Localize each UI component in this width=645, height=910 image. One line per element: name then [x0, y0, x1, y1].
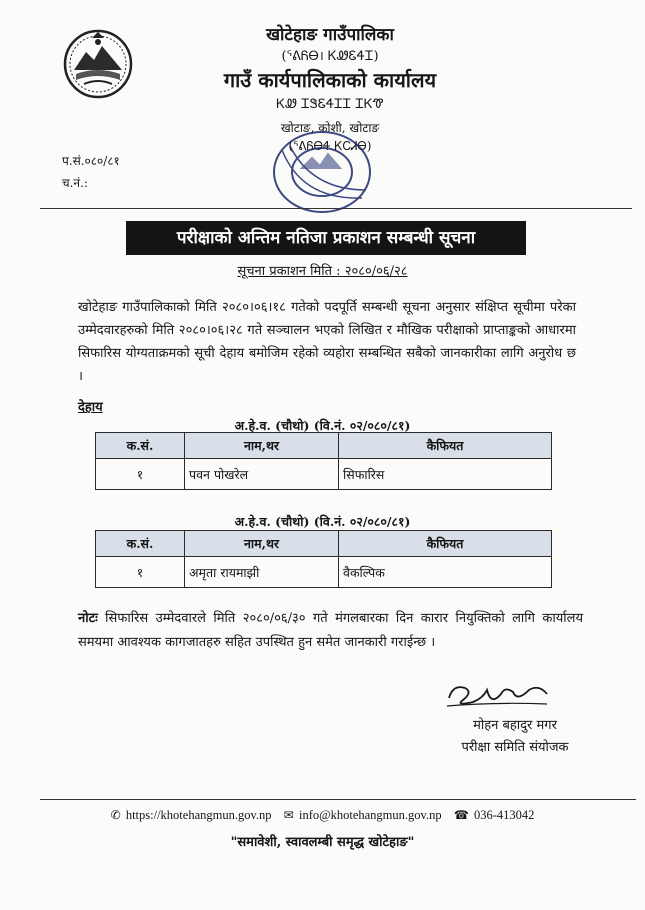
table-row: [96, 557, 552, 588]
cell-remarks: सिफारिस: [339, 459, 552, 490]
office-name: गाउँ कार्यपालिकाको कार्यालय: [223, 68, 437, 92]
table-row: [96, 459, 552, 490]
column-header-name: नाम,थर: [185, 433, 339, 459]
globe-icon: ✆: [110, 808, 121, 822]
phone-icon: ☎: [453, 808, 469, 822]
email-link[interactable]: info@khotehangmun.gov.np: [298, 808, 442, 822]
section-label-dehaya: देहाय: [78, 400, 103, 415]
table-header-row: [96, 433, 552, 459]
nepal-emblem-icon: [62, 28, 134, 100]
office-name-alt-script: ᏦᏪ ᏆᏕᏋᏎᏆᏆ ᏆᏦᏡ: [276, 97, 384, 112]
result-table: [95, 432, 552, 490]
cell-remarks: वैकल्पिक: [339, 557, 552, 588]
notice-body: खोटेहाङ गाउँपालिकाको मिति २०८०।०६।१८ गतेको पदपूर्ति सम्बन्धी सूचना अनुसार संक्षिप्त सूचीमा परेका उम्मेदवारहरुको मिति २०८०।०६।२८ गते सञ्चालन भएको लिखित र मौखिक परीक्षाको प्राप्ताङ्कको आधारमा सिफारिस योग्यताक्रमको सूची देहाय बमोजिम रहेको व्यहोरा सम्बन्धित सबैको जानकारीका लागि अनुरोध छ ।: [78, 300, 576, 384]
column-header-remarks: कैफियत: [339, 531, 552, 557]
cell-serial: १: [96, 557, 185, 588]
publish-date: सूचना प्रकाशन मिति : २०८०/०६/२८: [237, 264, 408, 279]
footer-divider: [40, 799, 636, 800]
notice-note: [78, 607, 583, 655]
website-link[interactable]: https://khotehangmun.gov.np: [125, 808, 272, 822]
notice-title: परीक्षाको अन्तिम नतिजा प्रकाशन सम्बन्धी सूचना: [126, 221, 526, 255]
cell-name: अमृता रायमाझी: [185, 557, 339, 588]
letter-reference-number: प.सं.०८०/८१: [62, 154, 120, 168]
note-label: नोटः: [78, 611, 98, 626]
header-divider: [40, 208, 632, 209]
municipality-name: खोटेहाङ गाउँपालिका: [266, 25, 394, 45]
cell-serial: १: [96, 459, 185, 490]
table-header-row: [96, 531, 552, 557]
dispatch-number: च.नं.:: [62, 176, 88, 190]
result-table: [95, 530, 552, 588]
office-address-alt-script: (ᕐᕕᏲᎾᏎ ᏦᏟᏗᎾ): [288, 139, 372, 153]
office-stamp-icon: [262, 120, 388, 220]
municipality-name-alt-script: (ᕐᕕᏲᎾ। ᏦᏪᏋᏎᏆ): [281, 49, 379, 64]
mail-icon: ✉: [283, 808, 294, 822]
column-header-remarks: कैफियत: [339, 433, 552, 459]
cell-name: पवन पोखरेल: [185, 459, 339, 490]
office-address: खोटाङ, कोशी, खोटाङ: [280, 121, 380, 135]
table-caption: अ.हे.व. (चौथो) (वि.नं. ०२/०८०/८१): [234, 418, 411, 433]
municipality-motto: "समावेशी, स्वावलम्बी समृद्ध खोटेहाङ": [230, 835, 415, 850]
column-header-serial: क.सं.: [96, 433, 185, 459]
phone-number: 036-413042: [473, 808, 535, 822]
column-header-name: नाम,थर: [185, 531, 339, 557]
signatory-designation: परीक्षा समिति संयोजक: [461, 740, 569, 755]
signature-icon: [443, 676, 553, 714]
note-text: सिफारिस उम्मेदवारले मिति २०८०/०६/३० गते मंगलबारका दिन कारार नियुक्तिको लागि कार्यालय समयमा आवश्यक कागजातहरु सहित उपस्थित हुन समेत जानकारी गराईन्छ ।: [78, 611, 583, 650]
footer-contact: [0, 808, 645, 823]
table-caption: अ.हे.व. (चौथो) (वि.नं. ०२/०८०/८१): [234, 514, 411, 529]
column-header-serial: क.सं.: [96, 531, 185, 557]
signatory-name: मोहन बहादुर मगर: [473, 718, 557, 733]
